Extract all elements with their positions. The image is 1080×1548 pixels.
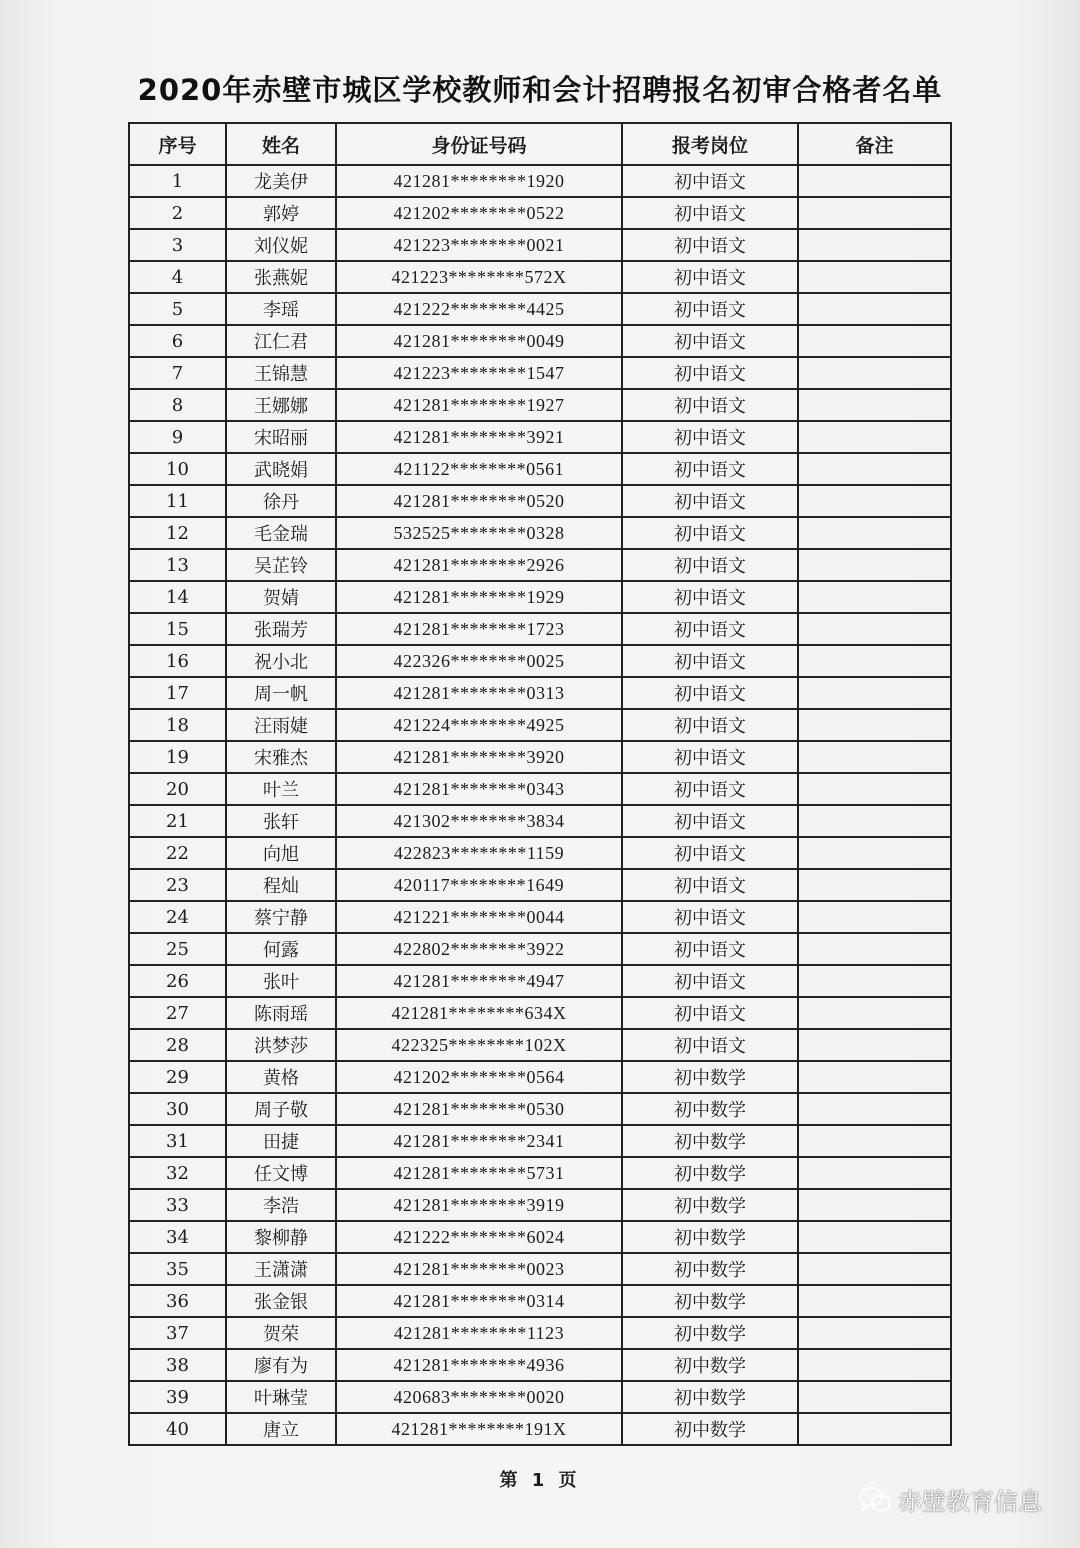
id-cell: 421222********6024 <box>336 1221 622 1253</box>
seq-cell: 14 <box>129 581 226 613</box>
note-cell <box>798 645 951 677</box>
name-cell: 叶兰 <box>226 773 336 805</box>
note-cell <box>798 869 951 901</box>
name-cell: 王娜娜 <box>226 389 336 421</box>
seq-cell: 31 <box>129 1125 226 1157</box>
post-cell: 初中语文 <box>622 741 798 773</box>
seq-cell: 34 <box>129 1221 226 1253</box>
post-cell: 初中语文 <box>622 421 798 453</box>
note-cell <box>798 517 951 549</box>
table-row <box>129 1189 951 1221</box>
source-watermark <box>858 1482 1042 1517</box>
table-row <box>129 229 951 261</box>
id-cell: 421281********1927 <box>336 389 622 421</box>
note-cell <box>798 1253 951 1285</box>
post-cell: 初中语文 <box>622 549 798 581</box>
table-row <box>129 645 951 677</box>
id-cell: 421122********0561 <box>336 453 622 485</box>
id-cell: 422802********3922 <box>336 933 622 965</box>
name-cell: 唐立 <box>226 1413 336 1445</box>
seq-cell: 23 <box>129 869 226 901</box>
id-cell: 421281********2926 <box>336 549 622 581</box>
table-row <box>129 677 951 709</box>
post-cell: 初中语文 <box>622 261 798 293</box>
name-cell: 毛金瑞 <box>226 517 336 549</box>
table-row <box>129 1253 951 1285</box>
seq-cell: 8 <box>129 389 226 421</box>
post-cell: 初中数学 <box>622 1157 798 1189</box>
table-row <box>129 1125 951 1157</box>
name-cell: 王潇潇 <box>226 1253 336 1285</box>
seq-cell: 2 <box>129 197 226 229</box>
table-row <box>129 997 951 1029</box>
id-cell: 532525********0328 <box>336 517 622 549</box>
note-cell <box>798 709 951 741</box>
table-row <box>129 485 951 517</box>
note-cell <box>798 357 951 389</box>
header-name: 姓名 <box>226 123 336 165</box>
table-row <box>129 549 951 581</box>
table-row <box>129 581 951 613</box>
name-cell: 黄格 <box>226 1061 336 1093</box>
id-cell: 421281********1929 <box>336 581 622 613</box>
note-cell <box>798 293 951 325</box>
note-cell <box>798 613 951 645</box>
note-cell <box>798 1413 951 1445</box>
name-cell: 洪梦莎 <box>226 1029 336 1061</box>
table-row <box>129 1285 951 1317</box>
id-cell: 422326********0025 <box>336 645 622 677</box>
seq-cell: 19 <box>129 741 226 773</box>
note-cell <box>798 997 951 1029</box>
seq-cell: 32 <box>129 1157 226 1189</box>
name-cell: 何露 <box>226 933 336 965</box>
name-cell: 张叶 <box>226 965 336 997</box>
table-row <box>129 773 951 805</box>
id-cell: 421202********0522 <box>336 197 622 229</box>
post-cell: 初中语文 <box>622 389 798 421</box>
note-cell <box>798 901 951 933</box>
note-cell <box>798 165 951 197</box>
wechat-icon <box>858 1485 892 1515</box>
note-cell <box>798 1061 951 1093</box>
seq-cell: 11 <box>129 485 226 517</box>
table-row <box>129 1157 951 1189</box>
note-cell <box>798 1029 951 1061</box>
table-row <box>129 293 951 325</box>
id-cell: 421281********0023 <box>336 1253 622 1285</box>
post-cell: 初中语文 <box>622 933 798 965</box>
post-cell: 初中语文 <box>622 453 798 485</box>
post-cell: 初中语文 <box>622 517 798 549</box>
id-cell: 421281********191X <box>336 1413 622 1445</box>
header-seq: 序号 <box>129 123 226 165</box>
post-cell: 初中语文 <box>622 325 798 357</box>
id-cell: 421281********634X <box>336 997 622 1029</box>
post-cell: 初中语文 <box>622 613 798 645</box>
table-row <box>129 901 951 933</box>
id-cell: 422823********1159 <box>336 837 622 869</box>
seq-cell: 21 <box>129 805 226 837</box>
note-cell <box>798 1349 951 1381</box>
table-row <box>129 1221 951 1253</box>
post-cell: 初中语文 <box>622 805 798 837</box>
seq-cell: 26 <box>129 965 226 997</box>
table-row <box>129 197 951 229</box>
id-cell: 420683********0020 <box>336 1381 622 1413</box>
table-row <box>129 709 951 741</box>
name-cell: 程灿 <box>226 869 336 901</box>
name-cell: 汪雨婕 <box>226 709 336 741</box>
note-cell <box>798 805 951 837</box>
post-cell: 初中数学 <box>622 1413 798 1445</box>
note-cell <box>798 389 951 421</box>
id-cell: 420117********1649 <box>336 869 622 901</box>
note-cell <box>798 1381 951 1413</box>
id-cell: 421224********4925 <box>336 709 622 741</box>
table-row <box>129 613 951 645</box>
note-cell <box>798 1285 951 1317</box>
post-cell: 初中数学 <box>622 1125 798 1157</box>
name-cell: 黎柳静 <box>226 1221 336 1253</box>
post-cell: 初中语文 <box>622 901 798 933</box>
seq-cell: 7 <box>129 357 226 389</box>
seq-cell: 38 <box>129 1349 226 1381</box>
note-cell <box>798 453 951 485</box>
seq-cell: 22 <box>129 837 226 869</box>
post-cell: 初中数学 <box>622 1253 798 1285</box>
id-cell: 421222********4425 <box>336 293 622 325</box>
table-body <box>129 165 951 1445</box>
table-row <box>129 389 951 421</box>
post-cell: 初中语文 <box>622 645 798 677</box>
name-cell: 王锦慧 <box>226 357 336 389</box>
post-cell: 初中语文 <box>622 709 798 741</box>
name-cell: 田捷 <box>226 1125 336 1157</box>
seq-cell: 4 <box>129 261 226 293</box>
name-cell: 吴芷铃 <box>226 549 336 581</box>
seq-cell: 28 <box>129 1029 226 1061</box>
id-cell: 421281********1920 <box>336 165 622 197</box>
note-cell <box>798 677 951 709</box>
post-cell: 初中语文 <box>622 837 798 869</box>
post-cell: 初中语文 <box>622 773 798 805</box>
seq-cell: 35 <box>129 1253 226 1285</box>
seq-cell: 25 <box>129 933 226 965</box>
name-cell: 宋昭丽 <box>226 421 336 453</box>
note-cell <box>798 581 951 613</box>
id-cell: 421281********3920 <box>336 741 622 773</box>
id-cell: 421302********3834 <box>336 805 622 837</box>
table-row <box>129 517 951 549</box>
post-cell: 初中语文 <box>622 1029 798 1061</box>
note-cell <box>798 261 951 293</box>
id-cell: 421281********1123 <box>336 1317 622 1349</box>
post-cell: 初中语文 <box>622 165 798 197</box>
table-row <box>129 869 951 901</box>
post-cell: 初中语文 <box>622 293 798 325</box>
id-cell: 421223********572X <box>336 261 622 293</box>
name-cell: 蔡宁静 <box>226 901 336 933</box>
note-cell <box>798 229 951 261</box>
seq-cell: 37 <box>129 1317 226 1349</box>
note-cell <box>798 837 951 869</box>
seq-cell: 12 <box>129 517 226 549</box>
note-cell <box>798 1221 951 1253</box>
note-cell <box>798 325 951 357</box>
name-cell: 贺婧 <box>226 581 336 613</box>
post-cell: 初中数学 <box>622 1221 798 1253</box>
id-cell: 421281********0314 <box>336 1285 622 1317</box>
id-cell: 421281********3919 <box>336 1189 622 1221</box>
post-cell: 初中语文 <box>622 229 798 261</box>
name-cell: 陈雨瑶 <box>226 997 336 1029</box>
candidate-table <box>128 122 952 1446</box>
table-row <box>129 1349 951 1381</box>
table-row <box>129 1381 951 1413</box>
name-cell: 任文博 <box>226 1157 336 1189</box>
note-cell <box>798 933 951 965</box>
name-cell: 龙美伊 <box>226 165 336 197</box>
name-cell: 郭婷 <box>226 197 336 229</box>
seq-cell: 20 <box>129 773 226 805</box>
table-row <box>129 453 951 485</box>
seq-cell: 9 <box>129 421 226 453</box>
table-row <box>129 1093 951 1125</box>
table-row <box>129 837 951 869</box>
header-note: 备注 <box>798 123 951 165</box>
post-cell: 初中语文 <box>622 677 798 709</box>
table-row <box>129 165 951 197</box>
id-cell: 421281********0530 <box>336 1093 622 1125</box>
post-cell: 初中数学 <box>622 1349 798 1381</box>
id-cell: 421281********0313 <box>336 677 622 709</box>
page-number: 第 1 页 <box>499 1470 581 1491</box>
id-cell: 421221********0044 <box>336 901 622 933</box>
header-id: 身份证号码 <box>336 123 622 165</box>
id-cell: 421223********0021 <box>336 229 622 261</box>
seq-cell: 13 <box>129 549 226 581</box>
table-row <box>129 965 951 997</box>
name-cell: 江仁君 <box>226 325 336 357</box>
table-row <box>129 741 951 773</box>
name-cell: 祝小北 <box>226 645 336 677</box>
id-cell: 421281********5731 <box>336 1157 622 1189</box>
post-cell: 初中数学 <box>622 1381 798 1413</box>
seq-cell: 40 <box>129 1413 226 1445</box>
id-cell: 421281********4947 <box>336 965 622 997</box>
name-cell: 周一帆 <box>226 677 336 709</box>
note-cell <box>798 741 951 773</box>
id-cell: 421281********0049 <box>336 325 622 357</box>
seq-cell: 18 <box>129 709 226 741</box>
id-cell: 421281********3921 <box>336 421 622 453</box>
name-cell: 贺荣 <box>226 1317 336 1349</box>
table-row <box>129 805 951 837</box>
table-row <box>129 1061 951 1093</box>
name-cell: 张轩 <box>226 805 336 837</box>
seq-cell: 1 <box>129 165 226 197</box>
post-cell: 初中语文 <box>622 581 798 613</box>
table-row <box>129 325 951 357</box>
note-cell <box>798 1125 951 1157</box>
note-cell <box>798 421 951 453</box>
note-cell <box>798 1157 951 1189</box>
seq-cell: 24 <box>129 901 226 933</box>
table-row <box>129 1413 951 1445</box>
table-row <box>129 1317 951 1349</box>
id-cell: 421223********1547 <box>336 357 622 389</box>
name-cell: 张金银 <box>226 1285 336 1317</box>
note-cell <box>798 773 951 805</box>
seq-cell: 3 <box>129 229 226 261</box>
name-cell: 张瑞芳 <box>226 613 336 645</box>
id-cell: 421281********0343 <box>336 773 622 805</box>
seq-cell: 29 <box>129 1061 226 1093</box>
seq-cell: 27 <box>129 997 226 1029</box>
post-cell: 初中数学 <box>622 1093 798 1125</box>
name-cell: 武晓娟 <box>226 453 336 485</box>
watermark-text: 赤壁教育信息 <box>898 1488 1042 1516</box>
post-cell: 初中语文 <box>622 869 798 901</box>
table-row <box>129 933 951 965</box>
name-cell: 刘仪妮 <box>226 229 336 261</box>
seq-cell: 36 <box>129 1285 226 1317</box>
table-row <box>129 421 951 453</box>
note-cell <box>798 485 951 517</box>
table-row <box>129 1029 951 1061</box>
note-cell <box>798 965 951 997</box>
note-cell <box>798 1317 951 1349</box>
post-cell: 初中数学 <box>622 1061 798 1093</box>
name-cell: 李浩 <box>226 1189 336 1221</box>
id-cell: 421202********0564 <box>336 1061 622 1093</box>
name-cell: 徐丹 <box>226 485 336 517</box>
seq-cell: 33 <box>129 1189 226 1221</box>
id-cell: 421281********1723 <box>336 613 622 645</box>
id-cell: 421281********2341 <box>336 1125 622 1157</box>
table-row <box>129 261 951 293</box>
seq-cell: 17 <box>129 677 226 709</box>
post-cell: 初中语文 <box>622 197 798 229</box>
table-header-row <box>129 123 951 165</box>
id-cell: 422325********102X <box>336 1029 622 1061</box>
id-cell: 421281********4936 <box>336 1349 622 1381</box>
seq-cell: 15 <box>129 613 226 645</box>
name-cell: 廖有为 <box>226 1349 336 1381</box>
name-cell: 张燕妮 <box>226 261 336 293</box>
name-cell: 叶琳莹 <box>226 1381 336 1413</box>
name-cell: 李瑶 <box>226 293 336 325</box>
post-cell: 初中数学 <box>622 1317 798 1349</box>
table-row <box>129 357 951 389</box>
seq-cell: 10 <box>129 453 226 485</box>
note-cell <box>798 197 951 229</box>
post-cell: 初中语文 <box>622 357 798 389</box>
seq-cell: 5 <box>129 293 226 325</box>
seq-cell: 6 <box>129 325 226 357</box>
post-cell: 初中语文 <box>622 485 798 517</box>
seq-cell: 39 <box>129 1381 226 1413</box>
seq-cell: 16 <box>129 645 226 677</box>
page-title: 2020年赤壁市城区学校教师和会计招聘报名初审合格者名单 <box>137 73 943 107</box>
note-cell <box>798 1093 951 1125</box>
post-cell: 初中语文 <box>622 997 798 1029</box>
note-cell <box>798 549 951 581</box>
seq-cell: 30 <box>129 1093 226 1125</box>
header-post: 报考岗位 <box>622 123 798 165</box>
name-cell: 宋雅杰 <box>226 741 336 773</box>
post-cell: 初中数学 <box>622 1285 798 1317</box>
note-cell <box>798 1189 951 1221</box>
id-cell: 421281********0520 <box>336 485 622 517</box>
post-cell: 初中数学 <box>622 1189 798 1221</box>
name-cell: 周子敬 <box>226 1093 336 1125</box>
post-cell: 初中语文 <box>622 965 798 997</box>
name-cell: 向旭 <box>226 837 336 869</box>
